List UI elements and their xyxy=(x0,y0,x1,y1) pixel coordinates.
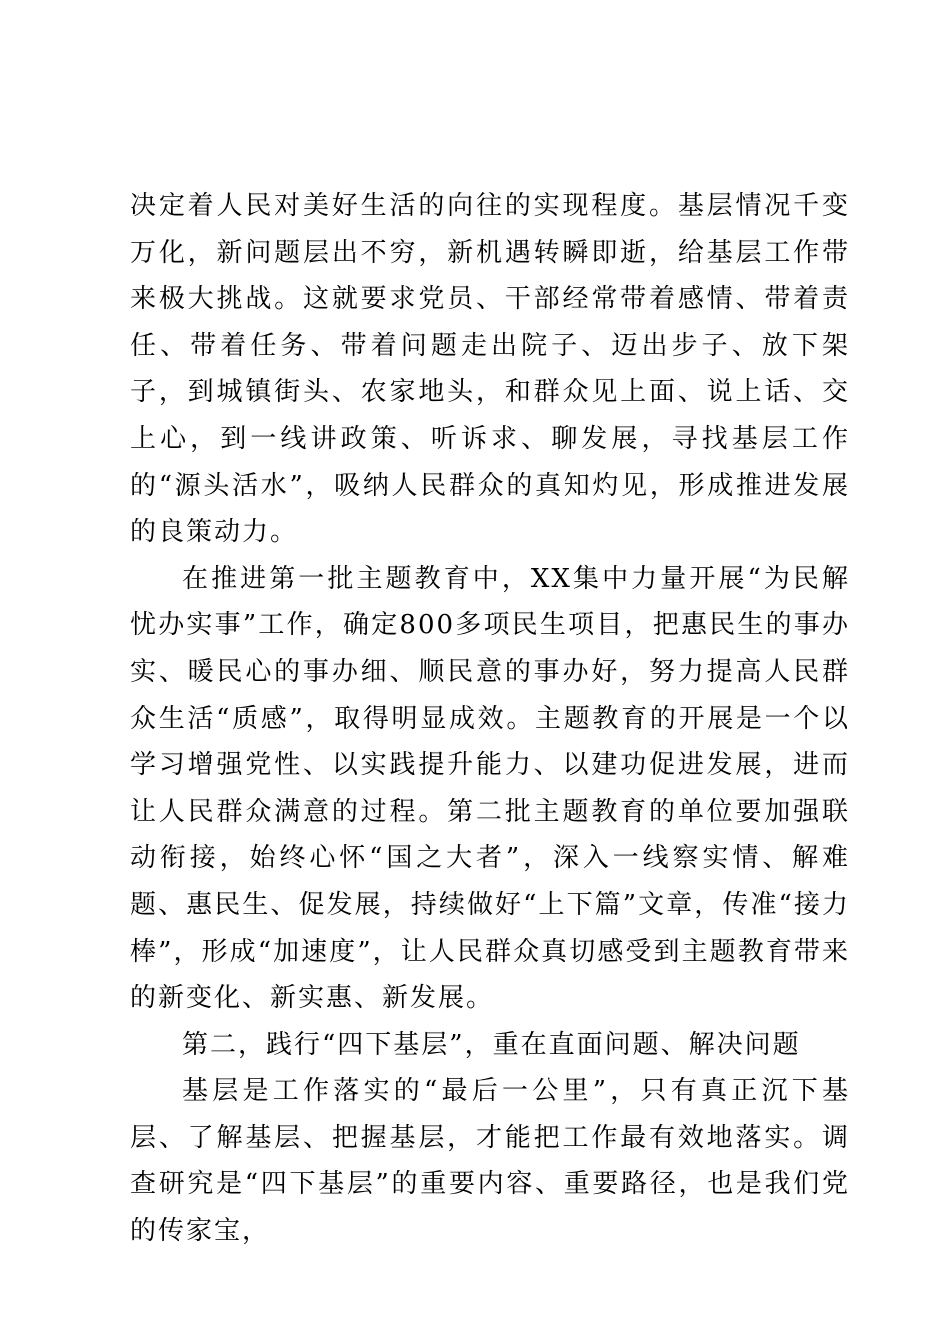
section-heading: 第二，践行“四下基层”，重在直面问题、解决问题 xyxy=(182,1029,801,1060)
paragraph-theme-education: 在推进第一批主题教育中，XX集中力量开展“为民解忧办实事”工作，确定800多项民生项目，把惠民生的事办实、暖民心的事办细、顺民意的事办好，努力提高人民群众生活“质感”，取得明显成效。主题教育的开展是一个以学习增强党性、以实践提升能力、以建功促进发展，进而让人民群众满意的过程。第二批主题教育的单位要加强联动衔接，始终心怀“国之大者”，深入一线察实情、解难题、惠民生、促发展，持续做好“上下篇”文章，传准“接力棒”，形成“加速度”，让人民群众真切感受到主题教育带来的新变化、新实惠、新发展。 xyxy=(130,563,850,1014)
paragraph-grassroots: 基层是工作落实的“最后一公里”，只有真正沉下基层、了解基层、把握基层，才能把工作最有效地落实。调查研究是“四下基层”的重要内容、重要路径，也是我们党的传家宝， xyxy=(130,1076,850,1247)
body-text xyxy=(130,183,850,1255)
paragraph-continuation: 决定着人民对美好生活的向往的实现程度。基层情况千变万化，新问题层出不穷，新机遇转瞬即逝，给基层工作带来极大挑战。这就要求党员、干部经常带着感情、带着责任、带着任务、带着问题走出院子、迈出步子、放下架子，到城镇街头、农家地头，和群众见上面、说上话、交上心，到一线讲政策、听诉求、聊发展，寻找基层工作的“源头活水”，吸纳人民群众的真知灼见，形成推进发展的良策动力。 xyxy=(130,191,850,548)
